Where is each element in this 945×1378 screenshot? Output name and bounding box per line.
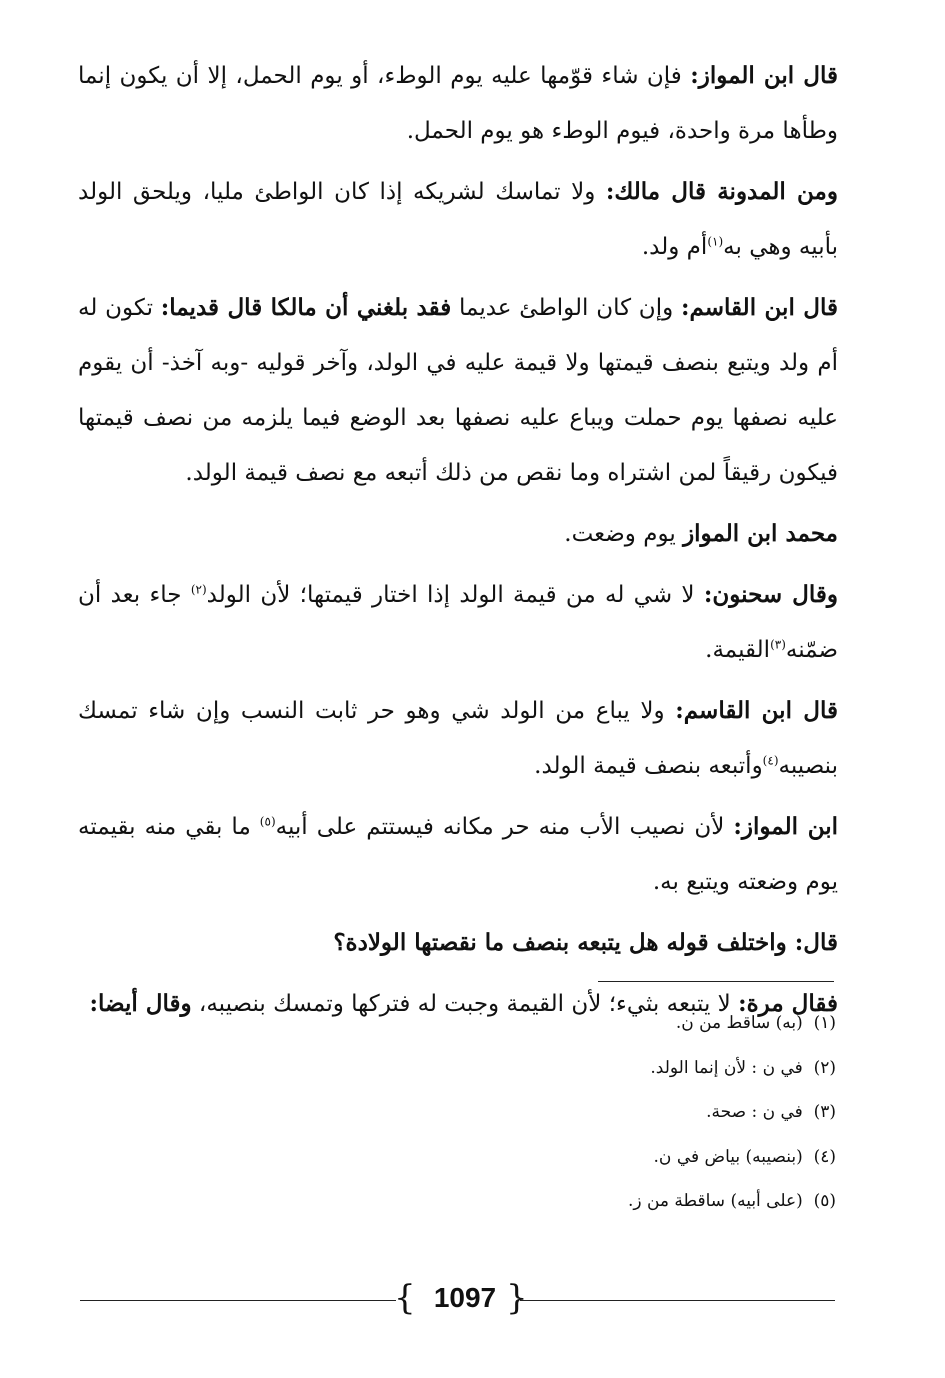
paragraph	[78, 48, 838, 159]
paragraph-text: لا شي له من قيمة الولد إذا اختار قيمتها؛ لأن الولد	[206, 582, 704, 608]
speaker-label: ومن المدونة قال مالك:	[605, 178, 838, 205]
footnote-text: (على أبيه) ساقطة من ز.	[627, 1191, 803, 1211]
speaker-label: وقال سحنون:	[703, 581, 839, 608]
speaker-label: قال:	[794, 929, 838, 956]
speaker-label: قال ابن المواز:	[690, 62, 839, 89]
footnote	[78, 1057, 836, 1080]
bold-phrase: وقال أيضا:	[89, 990, 192, 1017]
main-text	[78, 48, 838, 1037]
paragraph	[78, 799, 838, 910]
right-brace: }	[506, 1278, 528, 1318]
paragraph-text: تكون له أم ولد ويتبع بنصف قيمتها ولا قيمة عليه في الولد، وآخر قوليه -وبه آخذ- أن يقوم عليه نصفها يوم حملت ويباع عليه نصفها بعد الوضع فيما يلزمه من نصف قيمتها فيكون رقيقاً لمن اشتراه وما نقص من ذلك أتبعه مع نصف قيمة الولد.	[78, 295, 838, 486]
paragraph-text: ما بقي منه بقيمته يوم وضعته ويتبع به.	[78, 814, 838, 895]
footnote-text: (به) ساقط من ن.	[675, 1013, 803, 1033]
footnote-number: (٤)	[813, 1146, 836, 1167]
speaker-label: قال ابن القاسم:	[675, 697, 838, 724]
left-brace: {	[394, 1278, 416, 1318]
footnote	[78, 1012, 836, 1035]
footnote-text: في ن : لأن إنما الولد.	[650, 1057, 803, 1078]
footnote-number: (٢)	[813, 1057, 836, 1078]
paragraph-text: لأن نصيب الأب منه حر مكانه فيستتم على أبيه	[275, 814, 734, 840]
paragraph	[78, 683, 838, 794]
footnote-ref: (١)	[707, 234, 724, 249]
speaker-label: محمد ابن المواز	[683, 520, 838, 547]
paragraph-text: فإن شاء قوّمها عليه يوم الوطء، أو يوم الحمل، إلا أن يكون إنما وطأها مرة واحدة، فيوم الوطء هو يوم الحمل.	[78, 63, 838, 144]
paragraph-text: ولا تماسك لشريكه إذا كان الواطئ مليا، ويلحق الولد بأبيه وهي به	[78, 179, 838, 260]
paragraph-text: أم ولد.	[641, 234, 708, 260]
paragraph	[78, 280, 838, 501]
paragraph	[78, 164, 838, 275]
speaker-label: ابن المواز:	[733, 813, 838, 840]
footer-rule-right	[520, 1300, 835, 1301]
footnote-text: (بنصيبه) بياض في ن.	[653, 1146, 803, 1167]
speaker-label: فقال مرة:	[738, 990, 838, 1017]
page-number: 1097	[433, 1282, 497, 1313]
paragraph	[78, 915, 838, 971]
footnote	[78, 1101, 836, 1124]
paragraph-text: يوم وضعت.	[564, 521, 684, 547]
paragraph-text: القيمة.	[705, 637, 771, 663]
footnote-ref: (٣)	[770, 637, 786, 652]
footnote	[78, 1146, 836, 1169]
paragraph-text: ولا يباع من الولد شي وهو حر ثابت النسب وإن شاء تمسك بنصيبه	[78, 698, 838, 779]
speaker-label: قال ابن القاسم:	[680, 294, 839, 321]
footnote-ref: (٤)	[762, 753, 779, 768]
footnote-number: (٥)	[813, 1191, 836, 1211]
footer-rule-left	[80, 1300, 396, 1301]
footnote-ref: (٥)	[259, 814, 276, 829]
footnote-text: في ن : صحة.	[706, 1102, 803, 1122]
page-footer	[80, 1280, 835, 1324]
paragraph-text: وأتبعه بنصف قيمة الولد.	[534, 753, 763, 779]
footnotes	[78, 1012, 836, 1235]
footnote-ref: (٢)	[190, 582, 207, 597]
bold-phrase: فقد بلغني أن مالكا قال قديما:	[160, 294, 452, 321]
paragraph-text: جاء بعد أن ضمّنه	[78, 582, 838, 663]
paragraph	[78, 506, 838, 562]
footnote-number: (١)	[813, 1013, 836, 1033]
paragraph-text: لا يتبعه بثيء؛ لأن القيمة وجبت له فتركها وتمسك بنصيبه،	[191, 991, 739, 1017]
footnote-number: (٣)	[813, 1102, 836, 1122]
footnote-divider	[598, 981, 834, 982]
paragraph	[78, 567, 838, 678]
paragraph-text: وإن كان الواطئ عديما	[451, 295, 681, 321]
bold-phrase: واختلف قوله هل يتبعه بنصف ما نقصتها الولادة؟	[333, 929, 795, 956]
footnote	[78, 1190, 836, 1213]
